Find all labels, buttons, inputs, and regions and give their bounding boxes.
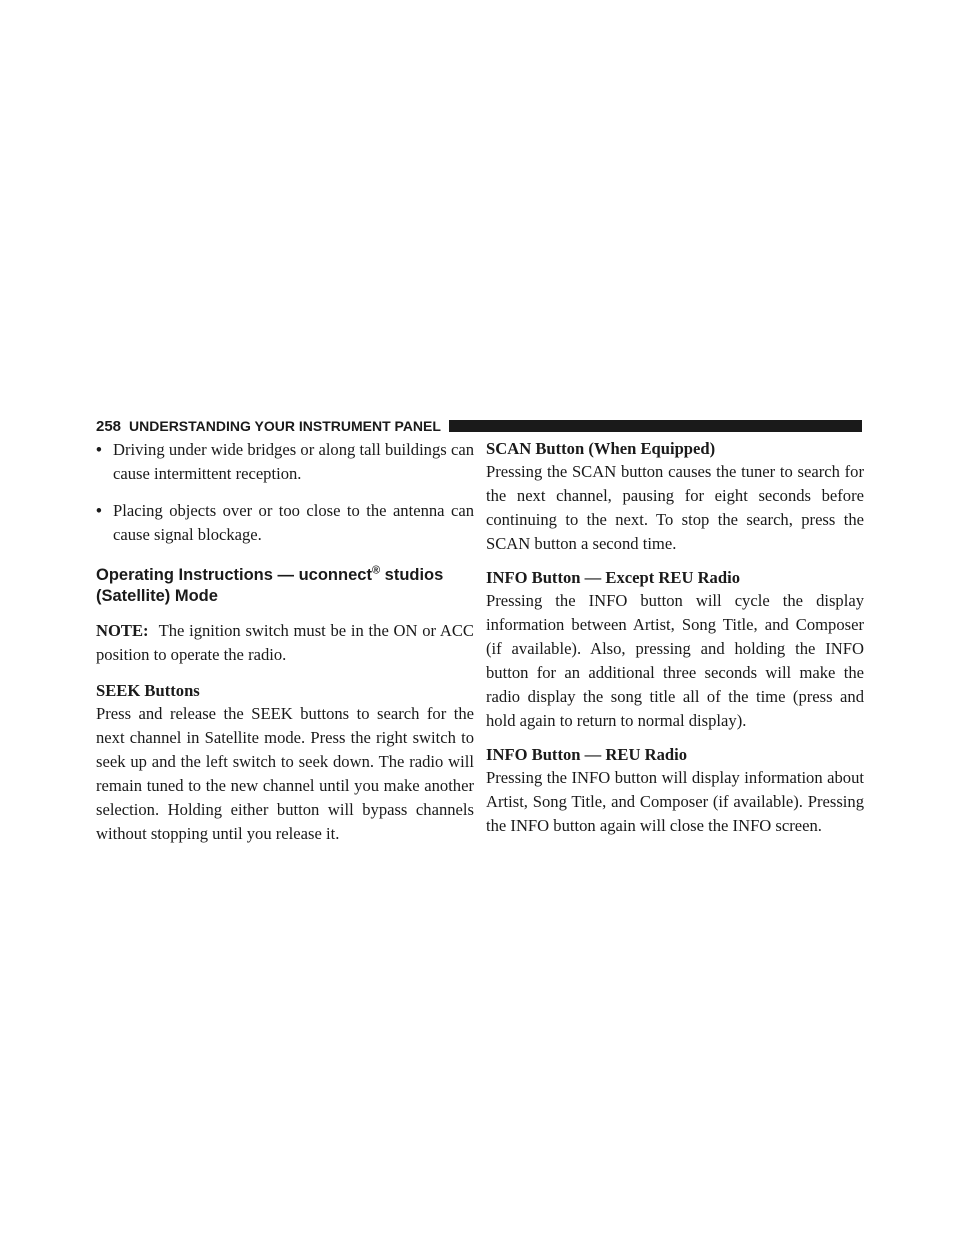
seek-heading: SEEK Buttons (96, 681, 200, 700)
header-rule (449, 420, 862, 432)
bullet-item (96, 438, 474, 486)
right-column (486, 438, 864, 838)
note-text: The ignition switch must be in the ON or ACC position to operate the radio. (96, 621, 474, 664)
heading-text: Operating Instructions — uconnect (96, 566, 372, 584)
note-paragraph (96, 619, 474, 667)
page-header (96, 417, 862, 435)
bullet-item (96, 499, 474, 547)
reu-paragraph: Pressing the INFO button will display information about Artist, Song Title, and Composer (if available). Pressing the INFO button again will close the INFO screen. (486, 768, 864, 835)
info-heading: INFO Button — Except REU Radio (486, 568, 740, 587)
registered-mark: ® (371, 564, 381, 577)
scan-heading: SCAN Button (When Equipped) (486, 439, 716, 458)
seek-paragraph: Press and release the SEEK buttons to search for the next channel in Satellite mode. Press the right switch to seek up and the left switch to seek down. The radio will remain tuned to the new channel until you make another selection. Holding either button will bypass channels without stopping until you release it. (96, 704, 474, 843)
bullet-icon: • (96, 501, 102, 520)
bullet-text: Driving under wide bridges or along tall buildings can cause intermittent reception. (113, 440, 474, 483)
reu-heading: INFO Button — REU Radio (486, 745, 687, 764)
section-heading (96, 565, 474, 607)
info-paragraph: Pressing the INFO button will cycle the display information between Artist, Song Title, and Composer (if available). Also, pressing and holding the INFO button for an additional three seconds will make the radio display the song title all of the time (press and hold again to return to normal display). (486, 591, 864, 730)
bullet-text: Placing objects over or too close to the antenna can cause signal blockage. (113, 501, 474, 544)
heading-text-rest: studios (Satellite) Mode (96, 566, 444, 605)
scan-paragraph: Pressing the SCAN button causes the tuner to search for the next channel, pausing for eight seconds before continuing to the next. To stop the search, press the SCAN button a second time. (486, 462, 864, 553)
note-label: NOTE: (96, 621, 149, 640)
page-number: 258 (96, 417, 122, 435)
left-column (96, 438, 474, 846)
section-title: UNDERSTANDING YOUR INSTRUMENT PANEL (129, 418, 441, 434)
bullet-icon: • (96, 440, 102, 459)
